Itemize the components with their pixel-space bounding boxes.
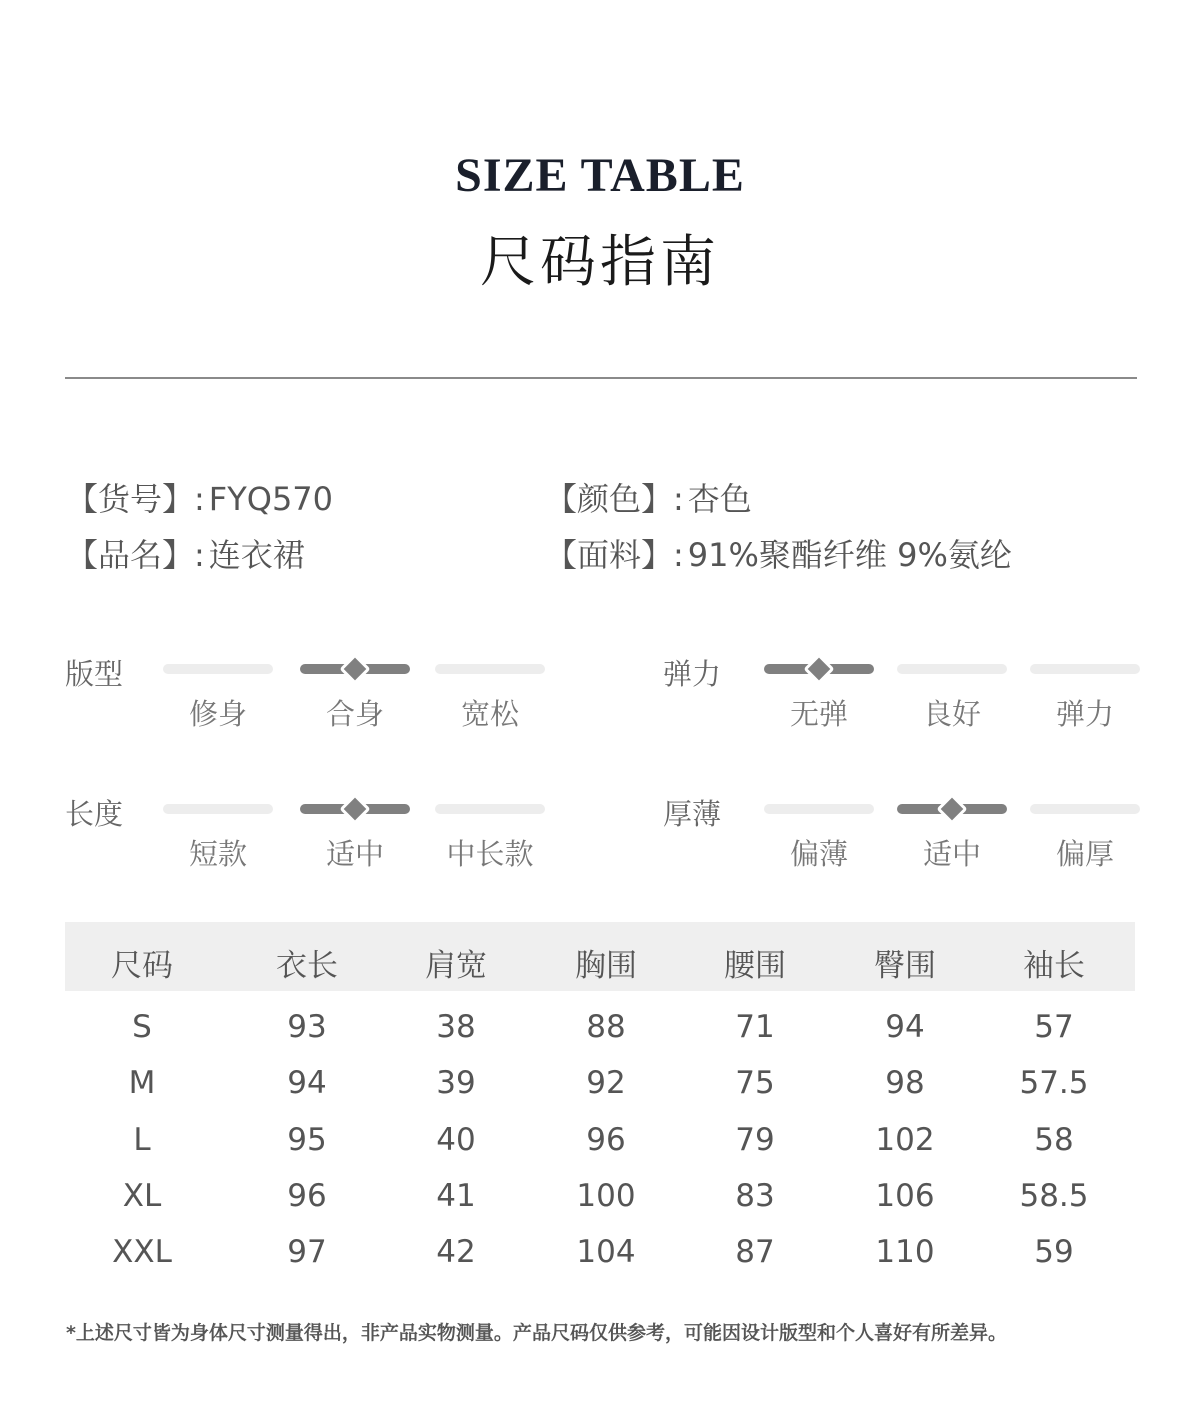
attr-label-length: 长度 xyxy=(65,797,124,831)
table-cell: 40 xyxy=(436,1122,476,1158)
table-cell: 59 xyxy=(1034,1234,1074,1270)
attr-length-track-0 xyxy=(163,804,273,814)
product-name-label: 【品名】: xyxy=(66,536,205,574)
table-cell: 58 xyxy=(1034,1122,1074,1158)
header-size: 尺码 xyxy=(111,948,173,984)
table-cell: 96 xyxy=(586,1122,626,1158)
color-info xyxy=(545,474,752,520)
attr-label-stretch: 弹力 xyxy=(663,657,722,691)
table-cell: 94 xyxy=(885,1009,925,1045)
item-number-value: FYQ570 xyxy=(208,480,334,518)
table-cell: 96 xyxy=(287,1178,327,1214)
attr-stretch-track-1 xyxy=(897,664,1007,674)
table-cell: 92 xyxy=(586,1065,626,1101)
table-cell: 95 xyxy=(287,1122,327,1158)
table-cell: 79 xyxy=(735,1122,775,1158)
table-cell: 71 xyxy=(735,1009,775,1045)
attr-fit-option-0: 修身 xyxy=(188,697,247,731)
table-cell: 106 xyxy=(875,1178,935,1214)
attr-length-option-0: 短款 xyxy=(188,837,247,871)
attr-stretch-option-2: 弹力 xyxy=(1055,697,1114,731)
page-title-cn: 尺码指南 xyxy=(480,230,720,295)
table-cell: 87 xyxy=(735,1234,775,1270)
item-number-label: 【货号】: xyxy=(66,480,205,518)
table-cell: 98 xyxy=(885,1065,925,1101)
table-cell: XL xyxy=(122,1178,162,1214)
fabric-value: 91%聚酯纤维 9%氨纶 xyxy=(687,536,1012,574)
selected-indicator-icon xyxy=(936,793,967,824)
attr-length-option-1: 适中 xyxy=(325,837,384,871)
attr-thickness-option-2: 偏厚 xyxy=(1055,837,1114,871)
attr-fit-track-2 xyxy=(435,664,545,674)
table-cell: 57 xyxy=(1034,1009,1074,1045)
color-value: 杏色 xyxy=(687,480,752,518)
fabric-label: 【面料】: xyxy=(545,536,684,574)
product-name xyxy=(66,530,305,576)
attr-length-track-1 xyxy=(300,804,410,814)
table-cell: XXL xyxy=(112,1234,172,1270)
attr-fit-track-0 xyxy=(163,664,273,674)
attr-fit-track-1 xyxy=(300,664,410,674)
header-hip: 臀围 xyxy=(874,948,936,984)
header-length: 衣长 xyxy=(276,948,338,984)
table-cell: 42 xyxy=(436,1234,476,1270)
disclaimer-note: *上述尺寸皆为身体尺寸测量得出，非产品实物测量。产品尺码仅供参考，可能因设计版型和个人喜好有所差异。 xyxy=(66,1322,1007,1344)
attr-thickness-option-1: 适中 xyxy=(922,837,981,871)
attr-label-fit: 版型 xyxy=(65,657,124,691)
attr-fit-option-2: 宽松 xyxy=(460,697,519,731)
selected-indicator-icon xyxy=(339,793,370,824)
attr-length-option-2: 中长款 xyxy=(446,837,534,871)
table-cell: 39 xyxy=(436,1065,476,1101)
header-waist: 腰围 xyxy=(724,948,786,984)
table-cell: 75 xyxy=(735,1065,775,1101)
size-table-header xyxy=(65,922,1135,991)
table-cell: 38 xyxy=(436,1009,476,1045)
table-row xyxy=(0,1065,1200,1121)
table-cell: S xyxy=(132,1009,152,1045)
table-cell: 83 xyxy=(735,1178,775,1214)
product-name-value: 连衣裙 xyxy=(208,536,305,574)
header-sleeve: 袖长 xyxy=(1023,948,1085,984)
divider xyxy=(65,377,1137,379)
fabric-info xyxy=(545,530,1012,576)
table-cell: L xyxy=(133,1122,151,1158)
table-cell: 93 xyxy=(287,1009,327,1045)
attr-thickness-track-1 xyxy=(897,804,1007,814)
page-title-en: SIZE TABLE xyxy=(455,149,745,202)
item-number xyxy=(66,474,333,520)
attr-thickness-option-0: 偏薄 xyxy=(789,837,848,871)
table-row xyxy=(0,1009,1200,1065)
table-cell: 104 xyxy=(576,1234,636,1270)
color-label: 【颜色】: xyxy=(545,480,684,518)
table-row xyxy=(0,1178,1200,1234)
attr-length-track-2 xyxy=(435,804,545,814)
table-cell: 102 xyxy=(875,1122,935,1158)
attr-fit-option-1: 合身 xyxy=(325,697,384,731)
table-cell: 97 xyxy=(287,1234,327,1270)
header-shoulder: 肩宽 xyxy=(425,948,487,984)
attr-stretch-track-2 xyxy=(1030,664,1140,674)
attr-thickness-track-2 xyxy=(1030,804,1140,814)
table-cell: 41 xyxy=(436,1178,476,1214)
table-cell: 94 xyxy=(287,1065,327,1101)
attr-stretch-track-0 xyxy=(764,664,874,674)
header-bust: 胸围 xyxy=(575,948,637,984)
attr-stretch-option-1: 良好 xyxy=(922,697,981,731)
table-cell: 88 xyxy=(586,1009,626,1045)
table-cell: 100 xyxy=(576,1178,636,1214)
table-cell: 110 xyxy=(875,1234,935,1270)
table-cell: 58.5 xyxy=(1019,1178,1089,1214)
attr-stretch-option-0: 无弹 xyxy=(789,697,848,731)
table-row xyxy=(0,1122,1200,1178)
table-row xyxy=(0,1234,1200,1290)
selected-indicator-icon xyxy=(339,653,370,684)
attr-label-thickness: 厚薄 xyxy=(663,797,722,831)
table-cell: 57.5 xyxy=(1019,1065,1089,1101)
selected-indicator-icon xyxy=(803,653,834,684)
attr-thickness-track-0 xyxy=(764,804,874,814)
table-cell: M xyxy=(128,1065,156,1101)
